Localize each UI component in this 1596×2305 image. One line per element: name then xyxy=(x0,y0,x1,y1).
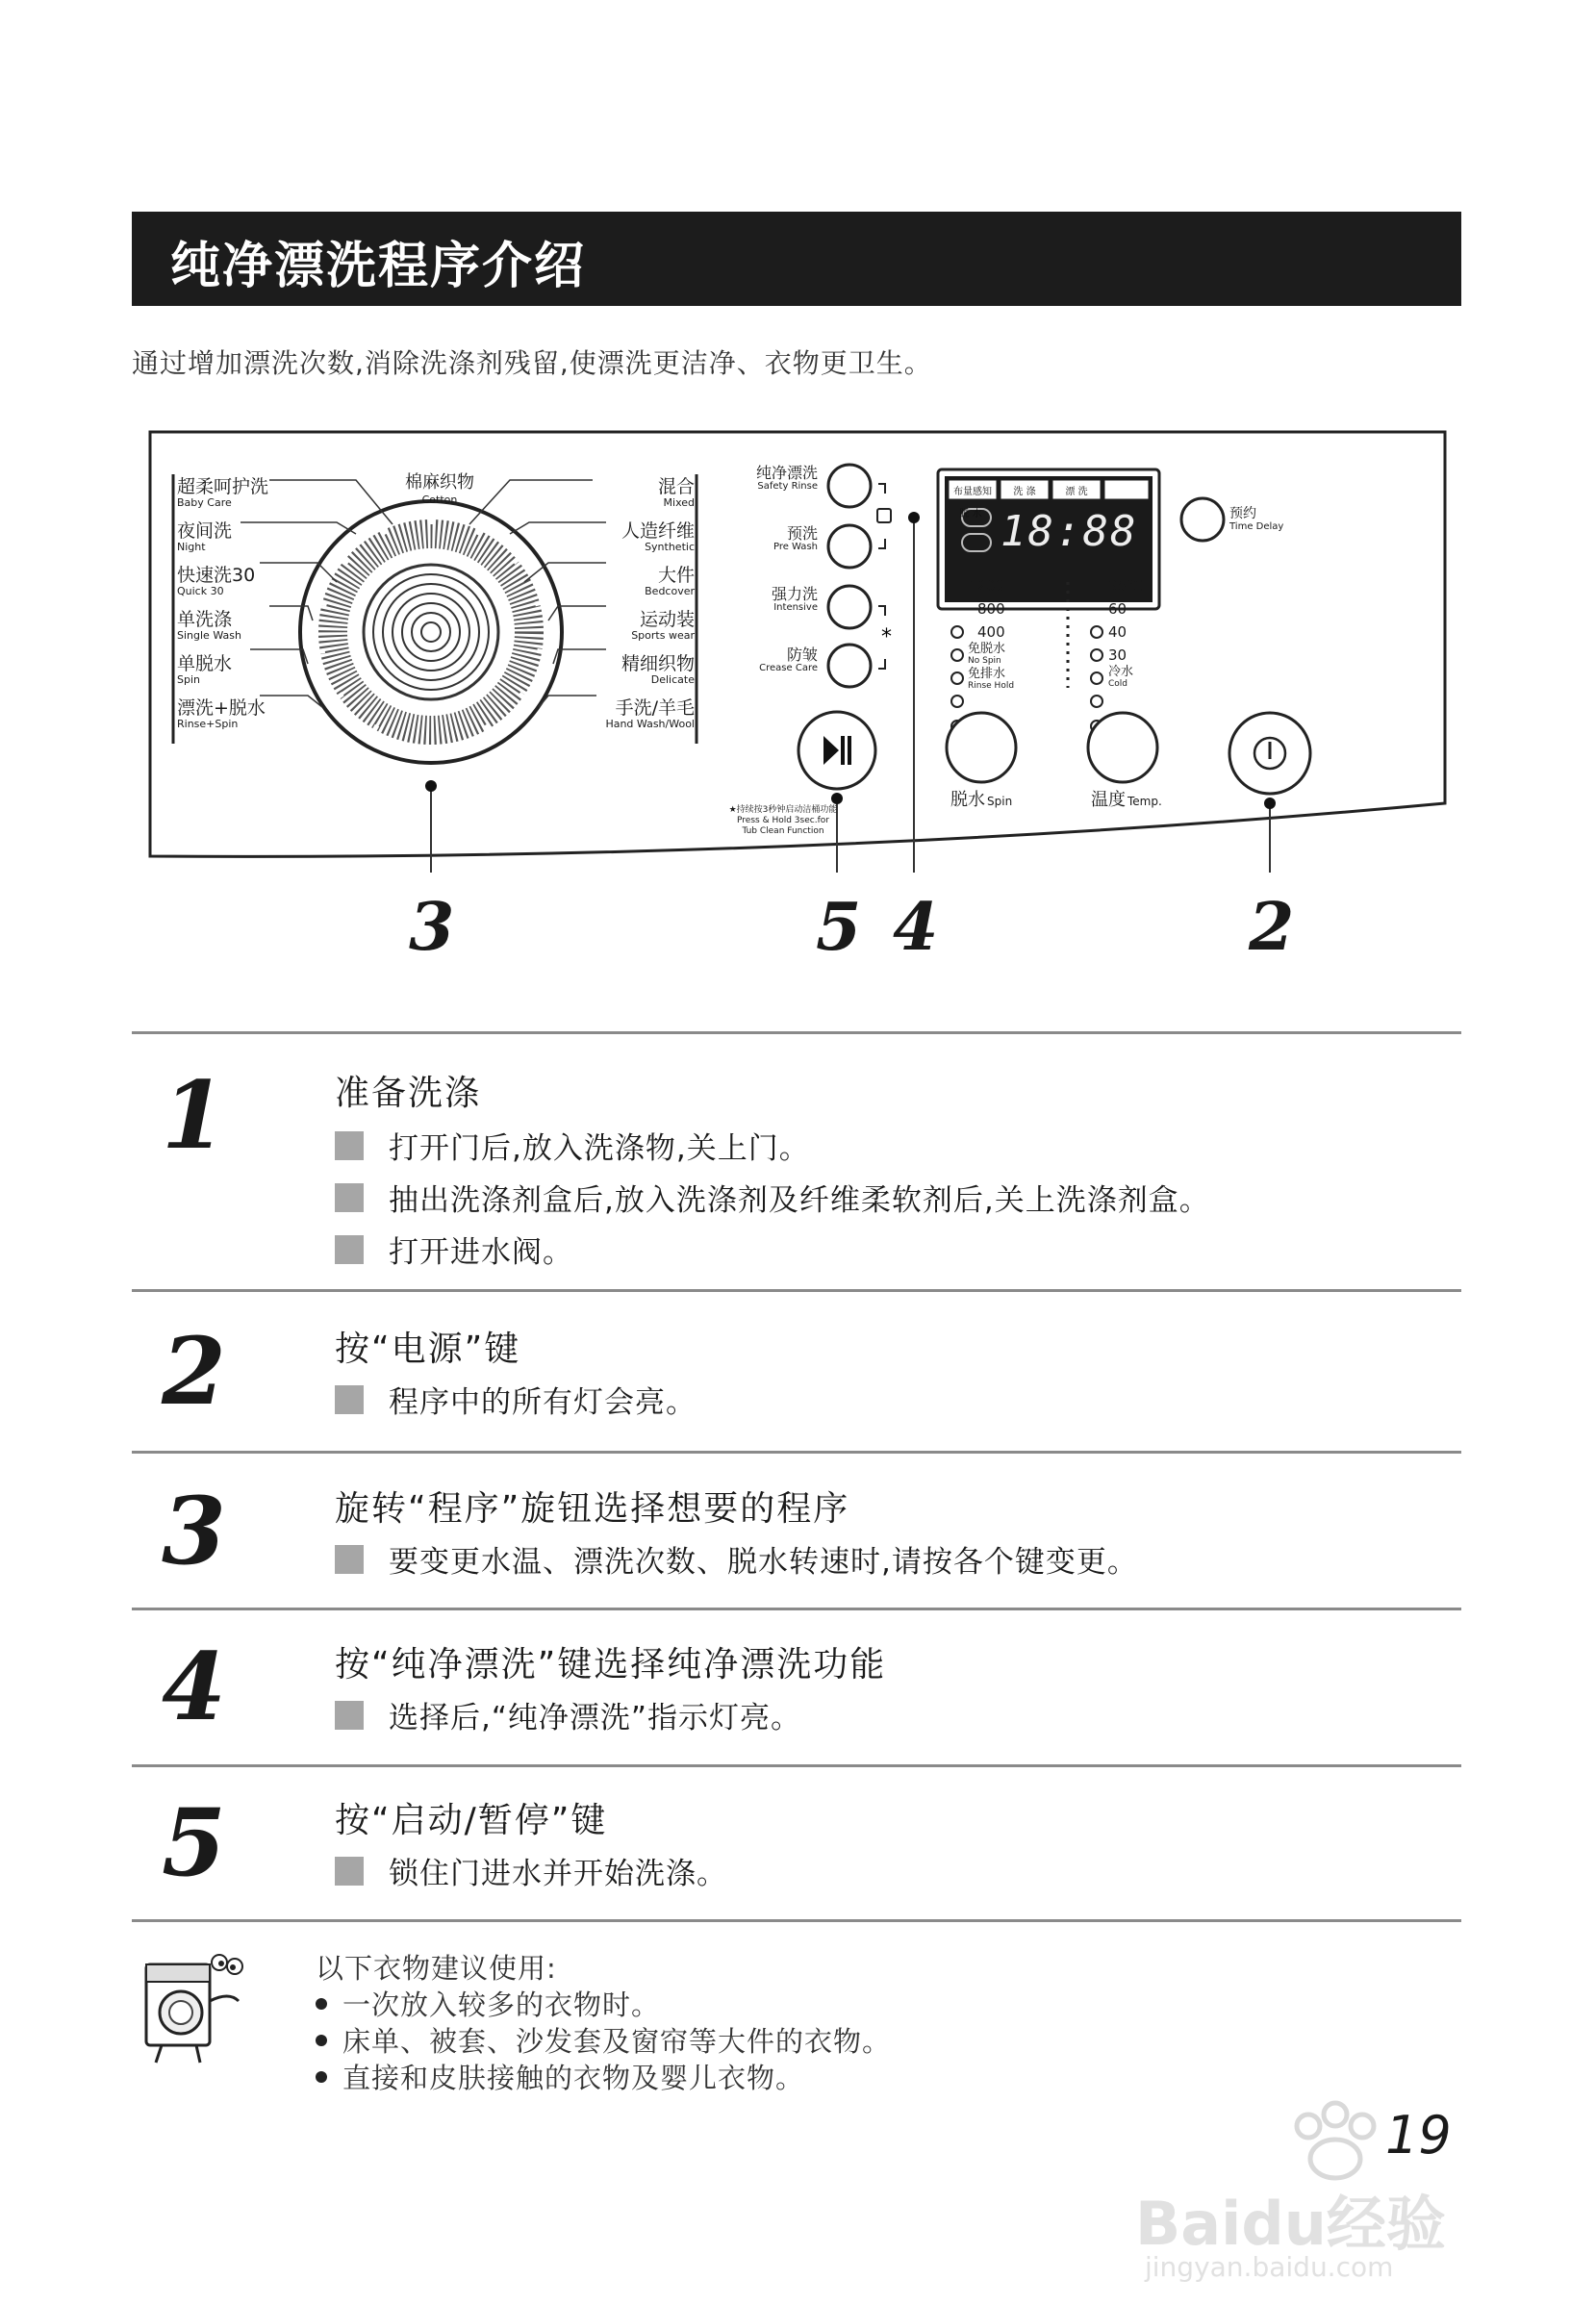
program-label-cn: 单洗涤 xyxy=(177,609,233,630)
temp-cold-option xyxy=(1108,667,1176,690)
step-item xyxy=(335,1693,801,1736)
spin-extra-cn: 免脱水 xyxy=(968,642,1006,656)
program-label-en: Rinse+Spin xyxy=(177,718,239,730)
temp-cold-cn: 冷水 xyxy=(1108,665,1134,679)
program-label-cn: 混合 xyxy=(657,476,695,497)
note-item-text: 一次放入较多的衣物时。 xyxy=(342,1988,661,2021)
leader-power-dot xyxy=(1264,798,1276,809)
time-delay-label xyxy=(1229,507,1283,534)
time-delay-cn: 预约 xyxy=(1229,506,1256,521)
spin-extra-option xyxy=(968,644,1054,669)
time-delay-button-circle xyxy=(1181,498,1224,541)
dial-top-label xyxy=(396,469,483,506)
program-label-cn: 人造纤维 xyxy=(621,520,695,542)
program-label-en: Baby Care xyxy=(177,496,232,509)
program-label-cn: 大件 xyxy=(657,565,695,586)
divider xyxy=(132,1919,1461,1922)
divider xyxy=(132,1764,1461,1767)
option-label-cn: 纯净漂洗 xyxy=(755,464,818,482)
step-item-text: 抽出洗涤剂盒后,放入洗涤剂及纤维柔软剂后,关上洗涤剂盒。 xyxy=(389,1183,1210,1218)
divider xyxy=(132,1031,1461,1034)
bullet-square xyxy=(335,1545,364,1574)
program-label-en: Mixed xyxy=(663,496,695,509)
callout-4: 4 xyxy=(893,889,939,966)
program-label-en: Night xyxy=(177,541,206,553)
star-mark: * xyxy=(881,625,892,649)
start-note-cn: ★持续按3秒钟启动洁桶功能 xyxy=(728,805,838,815)
step-number: 5 xyxy=(162,1788,226,1897)
temp-cold-en: Cold xyxy=(1108,679,1128,689)
temp-option: 40 xyxy=(1108,623,1127,641)
option-button-label[interactable] xyxy=(722,465,818,525)
spin-extra-en: Rinse Hold xyxy=(968,681,1015,691)
pause-bar-1 xyxy=(841,736,845,765)
start-note-en2: Tub Clean Function xyxy=(742,826,824,836)
note-heading: 以下衣物建议使用: xyxy=(316,1952,557,1985)
option-label-en: Intensive xyxy=(773,602,818,613)
spin-option: 800 xyxy=(977,600,1005,618)
program-label xyxy=(177,478,321,522)
section-title-bar xyxy=(132,212,1461,306)
note-item-text: 床单、被套、沙发套及窗帘等大件的衣物。 xyxy=(342,2025,892,2058)
program-label-en: Sports wear xyxy=(631,629,695,642)
option-label-en: Pre Wash xyxy=(773,542,818,552)
temp-option: 95℃ xyxy=(1108,577,1143,595)
step-title: 准备洗涤 xyxy=(335,1074,482,1113)
program-label-en: Single Wash xyxy=(177,629,241,642)
program-label-en: Quick 30 xyxy=(177,585,224,597)
step-number: 1 xyxy=(162,1061,226,1170)
step-item-text: 要变更水温、漂洗次数、脱水转速时,请按各个键变更。 xyxy=(389,1545,1138,1580)
leader-safety-rinse-dot xyxy=(908,512,920,523)
spin-button-cn: 脱水 xyxy=(950,790,985,810)
option-label-en: Crease Care xyxy=(759,663,818,673)
temp-button-en: Temp. xyxy=(1127,795,1162,808)
bullet-square xyxy=(335,1131,364,1160)
callout-2: 2 xyxy=(1249,889,1295,966)
spin-option-labels xyxy=(968,574,1054,694)
step-item-text: 打开进水阀。 xyxy=(389,1235,573,1270)
step-title: 旋转“程序”旋钮选择想要的程序 xyxy=(335,1489,850,1529)
bullet-square xyxy=(335,1235,364,1264)
step-item xyxy=(335,1537,1138,1581)
program-label xyxy=(177,567,321,611)
leader-start-dot xyxy=(831,793,843,804)
spin-option: 1200 xyxy=(968,577,1005,595)
display-digits: 18:88 xyxy=(1001,507,1138,556)
program-dial xyxy=(300,501,562,763)
control-panel-illustration xyxy=(144,428,1453,880)
temp-button-cn: 温度 xyxy=(1091,790,1126,810)
step-title: 按“电源”键 xyxy=(335,1330,521,1369)
option-button-label[interactable] xyxy=(722,646,818,707)
step-number: 2 xyxy=(162,1317,226,1426)
program-label xyxy=(539,478,695,522)
divider xyxy=(132,1289,1461,1292)
program-label-cn: 精细织物 xyxy=(621,653,695,674)
note-item-text: 直接和皮肤接触的衣物及婴儿衣物。 xyxy=(342,2062,805,2094)
step-item xyxy=(335,1378,697,1421)
program-label-cn: 夜间洗 xyxy=(177,520,233,542)
program-label xyxy=(539,611,695,655)
step-item-text: 打开门后,放入洗涤物,关上门。 xyxy=(389,1131,810,1166)
program-label-cn: 单脱水 xyxy=(177,653,233,674)
program-label-cn: 手洗/羊毛 xyxy=(615,697,695,719)
page-title: 纯净漂洗程序介绍 xyxy=(170,238,587,295)
pause-bar-2 xyxy=(848,736,851,765)
step-title: 按“启动/暂停”键 xyxy=(335,1801,608,1840)
option-button-labels xyxy=(722,465,818,707)
step-item xyxy=(335,1124,810,1167)
washer-mascot-icon xyxy=(133,1943,248,2068)
bullet-dot xyxy=(316,1998,327,2010)
display-tab-labels xyxy=(949,480,1151,519)
program-label xyxy=(539,655,695,699)
paw-icon xyxy=(1279,2097,1395,2184)
step-title: 按“纯净漂洗”键选择纯净漂洗功能 xyxy=(335,1645,887,1684)
temp-button-circle xyxy=(1088,713,1157,782)
program-label xyxy=(177,699,321,744)
watermark-url: jingyan.baidu.com xyxy=(1145,2251,1394,2283)
callout-3: 3 xyxy=(409,889,455,966)
dial-top-en: Cotton xyxy=(421,494,458,506)
spin-button-circle xyxy=(947,713,1016,782)
spin-extra-en: No Spin xyxy=(968,656,1001,666)
display-tab: 脱 水 xyxy=(959,509,982,519)
step-item-text: 程序中的所有灯会亮。 xyxy=(389,1385,697,1420)
option-label-cn: 预洗 xyxy=(786,524,818,543)
spin-button-en: Spin xyxy=(987,795,1013,808)
program-label-cn: 超柔呵护洗 xyxy=(177,476,269,497)
callout-5: 5 xyxy=(816,889,862,966)
temp-option-labels xyxy=(1108,574,1176,690)
program-label-cn: 运动装 xyxy=(639,609,695,630)
temp-option: 30 xyxy=(1108,646,1127,664)
option-button-label[interactable] xyxy=(722,525,818,586)
spin-option: 400 xyxy=(977,623,1005,641)
watermark-brand: Baidu经验 xyxy=(1135,2189,1446,2259)
spin-extra-cn: 免排水 xyxy=(968,667,1006,681)
spin-extra-option xyxy=(968,669,1054,694)
note-item xyxy=(316,1984,660,2023)
program-label-en: Bedcover xyxy=(645,585,695,597)
program-label-en: Delicate xyxy=(650,673,695,686)
bullet-square xyxy=(335,1183,364,1212)
program-label-en: Spin xyxy=(177,673,200,686)
start-note xyxy=(725,805,841,837)
program-label xyxy=(539,567,695,611)
display-tab: 漂 洗 xyxy=(1065,487,1088,497)
right-program-labels xyxy=(539,478,695,744)
temp-option: 60 xyxy=(1108,600,1127,618)
option-label-cn: 强力洗 xyxy=(771,585,818,603)
note-item xyxy=(316,2057,804,2096)
baidu-watermark xyxy=(1135,2097,1549,2290)
step-item-text: 选择后,“纯净漂洗”指示灯亮。 xyxy=(389,1701,801,1735)
page-number: 19 xyxy=(1385,2105,1452,2166)
program-label xyxy=(177,522,321,567)
bullet-square xyxy=(335,1701,364,1730)
temp-button-label xyxy=(1091,786,1162,811)
divider xyxy=(132,1451,1461,1454)
bullet-dot xyxy=(316,2071,327,2083)
step-number: 3 xyxy=(162,1477,226,1585)
bullet-square xyxy=(335,1857,364,1886)
step-item xyxy=(335,1176,1210,1219)
display-tab: 布量感知 xyxy=(953,487,992,497)
note-item xyxy=(316,2020,891,2060)
program-label-cn: 快速洗30 xyxy=(177,565,256,586)
intro-text: 通过增加漂洗次数,消除洗涤剂残留,使漂洗更洁净、衣物更卫生。 xyxy=(132,347,932,379)
start-note-en1: Press & Hold 3sec.for xyxy=(737,816,829,825)
leader-dial-dot xyxy=(425,780,437,792)
time-delay-en: Time Delay xyxy=(1229,521,1284,532)
spin-button-label xyxy=(950,786,1012,811)
divider xyxy=(132,1608,1461,1610)
step-number: 4 xyxy=(162,1633,226,1741)
program-label-en: Hand Wash/Wool xyxy=(605,718,695,730)
program-label xyxy=(177,655,321,699)
option-button-label[interactable] xyxy=(722,586,818,646)
option-label-cn: 防皱 xyxy=(786,646,818,664)
bullet-dot xyxy=(316,2035,327,2046)
program-label xyxy=(177,611,321,655)
step-item xyxy=(335,1228,573,1271)
program-label xyxy=(539,522,695,567)
step-item-text: 锁住门进水并开始洗涤。 xyxy=(389,1857,727,1891)
program-label-en: Synthetic xyxy=(645,541,695,553)
option-label-en: Safety Rinse xyxy=(757,481,818,492)
display-tab: 洗 涤 xyxy=(1013,487,1036,497)
program-label xyxy=(539,699,695,744)
dial-top-cn: 棉麻织物 xyxy=(405,472,474,493)
bullet-square xyxy=(335,1385,364,1414)
program-label-cn: 漂洗+脱水 xyxy=(177,697,266,719)
left-program-labels xyxy=(177,478,321,744)
step-item xyxy=(335,1849,727,1892)
